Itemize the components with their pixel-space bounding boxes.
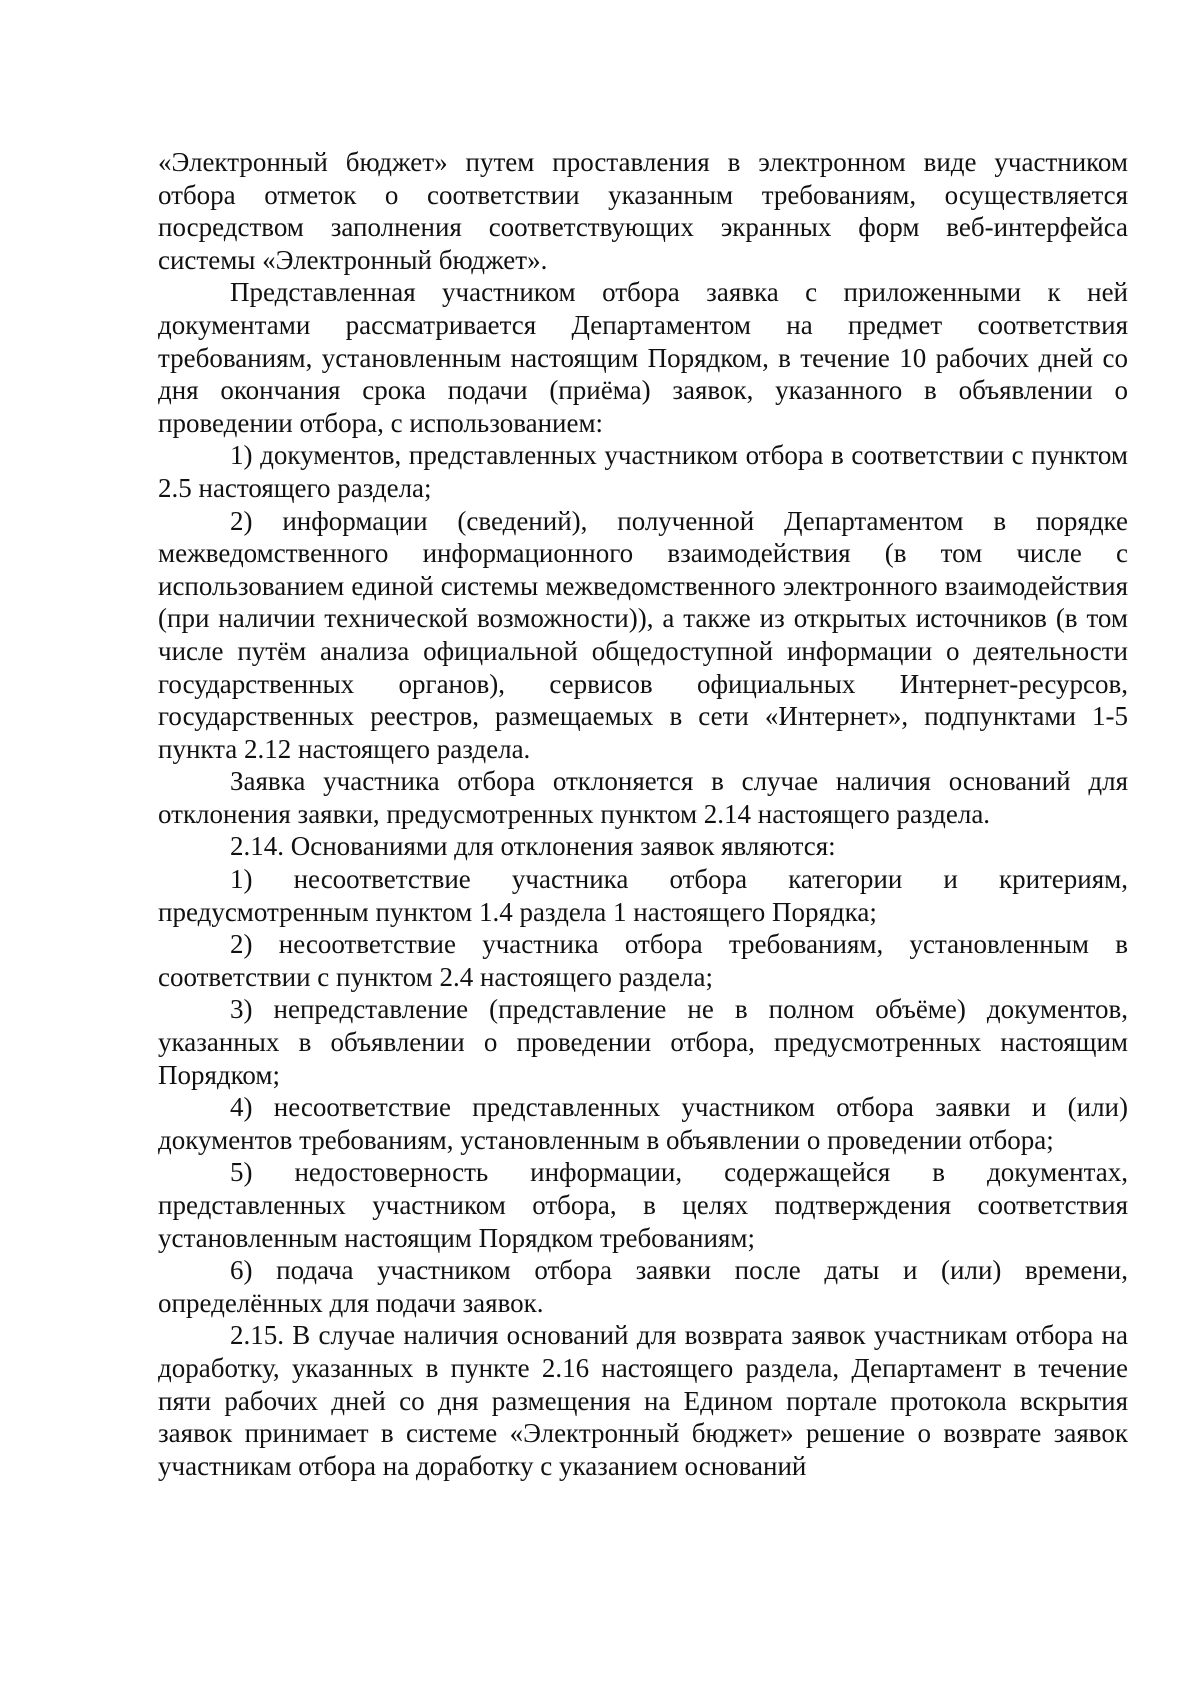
document-paragraph: 1) документов, представленных участником отбора в соответствии с пунктом 2.5 настоящего раздела; <box>158 440 1128 503</box>
document-paragraph: 2) несоответствие участника отбора требованиям, установленным в соответствии с пунктом 2.4 настоящего раздела; <box>158 929 1128 992</box>
document-paragraph: Представленная участником отбора заявка с приложенными к ней документами рассматривается Департаментом на предмет соответствия требованиям, установленным настоящим Порядком, в течение 10 рабочих дней со дня окончания срока подачи (приёма) заявок, указанного в объявлении о проведении отбора, с использованием: <box>158 277 1128 438</box>
document-paragraph: «Электронный бюджет» путем проставления в электронном виде участником отбора отметок о соответствии указанным требованиям, осуществляется посредством заполнения соответствующих экранных форм веб-интерфейса системы «Электронный бюджет». <box>158 147 1128 275</box>
document-paragraph: 4) несоответствие представленных участником отбора заявки и (или) документов требованиям, установленным в объявлении о проведении отбора; <box>158 1092 1128 1155</box>
document-paragraph: 2.14. Основаниями для отклонения заявок являются: <box>230 831 836 862</box>
document-paragraph: 6) подача участником отбора заявки после даты и (или) времени, определённых для подачи заявок. <box>158 1255 1128 1318</box>
document-paragraph: Заявка участника отбора отклоняется в случае наличия оснований для отклонения заявки, предусмотренных пунктом 2.14 настоящего раздела. <box>158 766 1128 829</box>
document-paragraph: 3) непредставление (представление не в полном объёме) документов, указанных в объявлении о проведении отбора, предусмотренных настоящим Порядком; <box>158 994 1128 1090</box>
document-paragraph: 1) несоответствие участника отбора категории и критериям, предусмотренным пунктом 1.4 раздела 1 настоящего Порядка; <box>158 864 1128 927</box>
document-paragraph: 2) информации (сведений), полученной Департаментом в порядке межведомственного информационного взаимодействия (в том числе с использованием единой системы межведомственного электронного взаимодействия (при наличии технической возможности)), а также из открытых источников (в том числе путём анализа официальной общедоступной информации о деятельности государственных органов), сервисов официальных Интернет-ресурсов, государственных реестров, размещаемых в сети «Интернет», подпунктами 1-5 пункта 2.12 настоящего раздела. <box>158 505 1128 764</box>
document-paragraph: 5) недостоверность информации, содержащейся в документах, представленных участником отбора, в целях подтверждения соответствия установленным настоящим Порядком требованиям; <box>158 1157 1128 1253</box>
document-paragraph: 2.15. В случае наличия оснований для возврата заявок участникам отбора на доработку, указанных в пункте 2.16 настоящего раздела, Департамент в течение пяти рабочих дней со дня размещения на Едином портале протокола вскрытия заявок принимает в системе «Электронный бюджет» решение о возврате заявок участникам отбора на доработку с указанием оснований <box>158 1320 1128 1481</box>
document-page <box>158 146 1128 1482</box>
